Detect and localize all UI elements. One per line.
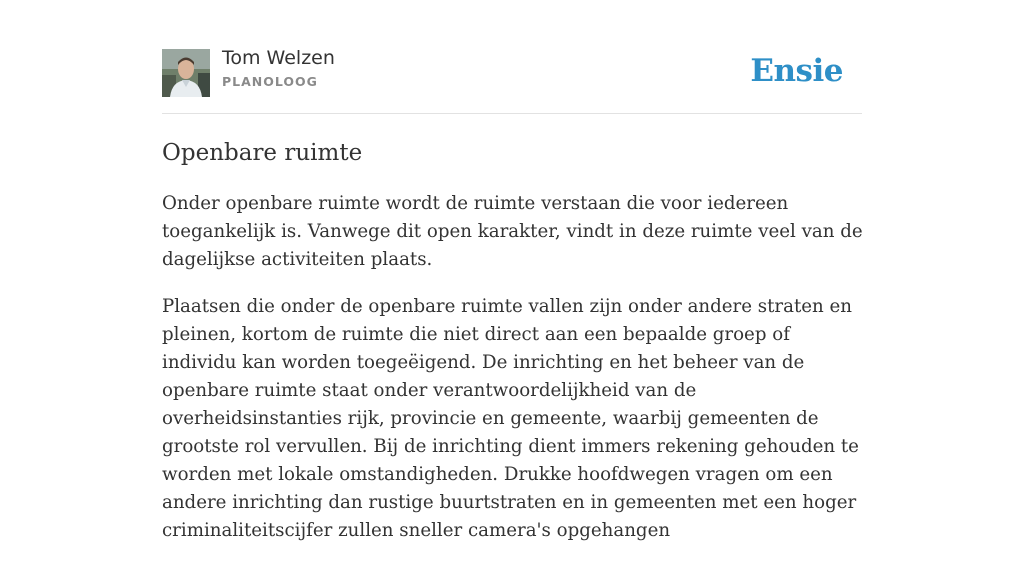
article-paragraph: Plaatsen die onder de openbare ruimte vallen zijn onder andere straten en pleinen, kortom de ruimte die niet direct aan een bepaalde groep of individu kan worden toegeëigend. De inrichting en het beheer van de openbare ruimte staat onder verantwoordelijkheid van de overheidsinstanties rijk, provincie en gemeente, waarbij gemeenten de grootste rol vervullen. Bij de inrichting dient immers rekening gehouden te worden met lokale omstandigheden. Drukke hoofdwegen vragen om een andere inrichting dan rustige buurtstraten en in gemeenten met een hoger criminaliteitscijfer zullen sneller camera's opgehangen xyxy=(162,296,859,541)
article-header xyxy=(162,44,862,114)
author-role: PLANOLOOG xyxy=(222,74,318,89)
article-body xyxy=(162,190,864,564)
brand-logo[interactable]: Ensie xyxy=(750,53,843,89)
article-title: Openbare ruimte xyxy=(162,140,363,166)
article-paragraph: Onder openbare ruimte wordt de ruimte verstaan die voor iedereen toegankelijk is. Vanwege dit open karakter, vindt in deze ruimte veel van de dagelijkse activiteiten plaats. xyxy=(162,193,863,270)
author-avatar[interactable] xyxy=(162,49,210,97)
article-container xyxy=(162,44,863,541)
author-name[interactable]: Tom Welzen xyxy=(222,47,335,69)
author-photo xyxy=(162,49,210,97)
